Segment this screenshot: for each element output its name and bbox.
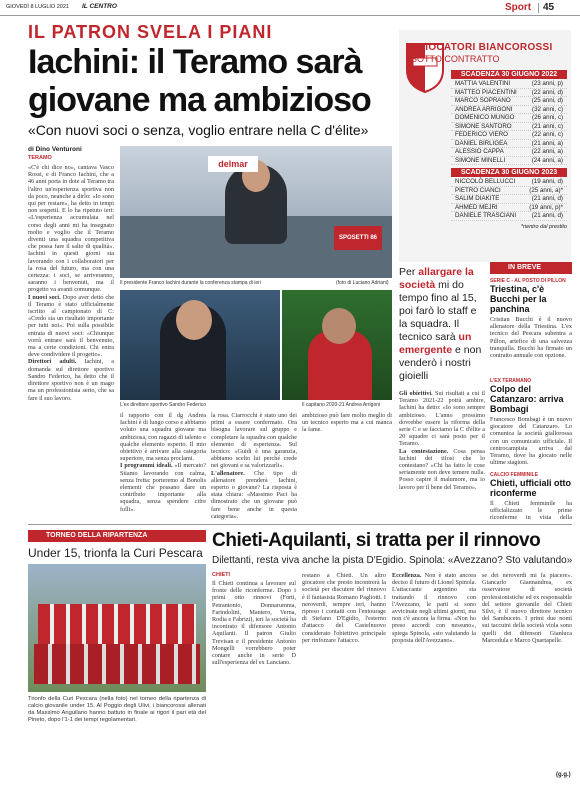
article-paragraph: Che tipo di allenatore prenderà Iachini, esperto o giovane? La risposta è stata chiara: «Massimo Paci ha dimostrato che un giovane può fare bene anche in questa categoria». [211, 469, 297, 520]
youth-headline: Under 15, trionfa la Curi Pescara [28, 546, 203, 560]
player-row [451, 114, 567, 123]
chieti-subhead: Dilettanti, resta viva anche la pista D'Egidio. Spinola: «Avezzano? Sto valutando» [212, 555, 573, 566]
photo-caption: L'ex direttore sportivo Sandro Federico [120, 402, 206, 408]
article-subheading: Eccellenza. [392, 572, 422, 579]
group1-list [451, 80, 567, 165]
divider [538, 3, 539, 13]
news-headline: Triestina, c'è Bucchi per la panchina [490, 284, 547, 314]
player-name: FEDERICO VIERO [455, 131, 508, 138]
player-name: ANDREA ARRIGONI [455, 105, 513, 113]
article-paragraph: «C'è chi dice no», cantava Vasco Rossi, e di Franco Iachini, che a 46 anni porta in dote al Teramo tra l'altro un'esperienza sportiva non da poco, neanche a dirlo: «Io sono qui per restare», ha detto in tempi non sospetti. E lo ha ripetuto ieri: «L'esperienza accumulata nel corso degli anni mi ha insegnato molto e voglio che il Teramo diventi una squadra competitiva che possa fare il salto di qualità». Iachini in questi giorni sta lavorando con i collaboratori per la rosa del futuro, ma con una certezza: i soci, se arriveranno, saranno i benvenuti, ma il progetto va avanti comunque. [28, 164, 114, 294]
chieti-column-4: se dei neroverdi mi fa piacere». Giancarlo Giannandrea, ex osservatore di società professionistiche ed ex responsabile del settore giovanile del Chieti Silvi, è il nuovo direttore tecnico del Sambuceto. I primi due nomi sui taccuini della società viola sono quelli dei difensori Gianluca Marcedula e Marco Quartapelle. [482, 572, 572, 644]
player-name: MATTIA VALENTINI [455, 80, 511, 87]
player-row [451, 204, 567, 213]
player-name: AHMED MEJRI [455, 203, 498, 211]
photo-caption: Il capitano 2020-21 Andrea Arrigoni [302, 402, 381, 408]
player-age: (32 anni, c) [532, 105, 563, 113]
players-box-subtitle: SOTTO CONTRATTO [411, 54, 500, 64]
player-row [451, 89, 567, 98]
player-row [451, 157, 567, 166]
article-subheading: I programmi ideali. [120, 462, 173, 470]
group2-list [451, 178, 567, 221]
player-row [451, 140, 567, 149]
players-box-title: I GIOCATORI BIANCOROSSI [411, 42, 553, 53]
divider [28, 524, 572, 525]
loan-note: *rientro dal prestito [520, 224, 567, 230]
player-age: (22 anni, a) [531, 148, 563, 155]
player-age: (21 anni, d) [531, 195, 563, 202]
player-age: (19 anni, p)* [529, 203, 563, 211]
in-breve-title: IN BREVE [508, 264, 542, 271]
player-age: (22 anni, c) [532, 131, 563, 138]
player-row [451, 187, 567, 196]
quote-text: Per [399, 266, 419, 278]
article-paragraph: il rapporto con il dg Andrea Iachini è di lungo corso e abbiamo voluto una squadra giovane ma ambiziosa, con ragazzi di talento e qualche elemento esperto. Il mio obiettivo è arrivare alla categoria superiore, ma senza proclami. [120, 412, 206, 463]
player-age: (21 anni, d) [531, 212, 563, 219]
byline: di Dino Venturoni [28, 146, 82, 153]
quote-text: e non venderò i nostri gioielli [399, 344, 482, 382]
article-paragraph: la rosa. Ciarrocchi è stato uno dei primi a essere confermato. Ora bisogna lavorare sul gruppo e completare la squadra con qualche elemento di esperienza. Sul tecnico: «Guidi è una garanzia, abbiamo scelto lui perché crede nei giovani e sa valorizzarli». [211, 412, 297, 470]
player-name: MATTEO PIACENTINI [455, 88, 517, 96]
photo-credit: (foto di Luciano Adriani) [336, 280, 389, 286]
player-age: (23 anni, p) [531, 80, 563, 87]
page-number: 45 [543, 2, 555, 13]
chieti-headline: Chieti-Aquilanti, si tratta per il rinnovo [212, 530, 541, 551]
news-headline: Colpo del Catanzaro: arriva Bombagi [490, 384, 564, 414]
paper-name: IL CENTRO [82, 3, 117, 10]
sponsor-sign: SPOSETTI 86 [334, 226, 382, 250]
article-paragraph: ambizioso può fare molto meglio di un tecnico esperto ma a cui manca la fame. [302, 412, 392, 434]
player-row [451, 106, 567, 115]
news-kicker: L'EX TERAMANO [490, 378, 532, 384]
player-name: PIETRO CIANCI [455, 186, 501, 194]
pull-quote [399, 266, 485, 386]
player-row [451, 148, 567, 157]
dateline: CHIETI [212, 572, 231, 578]
article-subheading: Direttori adulti. [28, 358, 77, 366]
article-subheading: Gli obiettivi. [399, 390, 433, 397]
player-age: (24 anni, a) [531, 156, 563, 164]
main-subhead: «Con nuovi soci o senza, voglio entrare nella C d'élite» [28, 122, 369, 138]
player-name: ALESSIO CAPPA [455, 148, 504, 155]
team-row-back [38, 604, 196, 644]
player-row [451, 80, 567, 89]
player-age: (22 anni, d) [531, 88, 563, 96]
player-age: (21 anni, c) [532, 122, 563, 130]
player-age: (25 anni, d) [531, 97, 563, 104]
youth-caption: Trionfo della Curi Pescara (nella foto) nel torneo della ripartenza di calcio giovanile under 15. Al Poggio degli Ulivi, i biancorossi allenati da Massimo Anguilano hanno battuto in finale ai rigori il pari età del Pineto, dopo l'1-1 dei tempi regolamentari. [28, 696, 206, 723]
chieti-column-1: Il Chieti continua a lavorare sul fronte delle riconferme. Dopo i primi otto rinnovi (Forti, Petrantonio, Donnarumma, Farindolini, Mantero, Verna, Rodia e Fabrizi), ieri la società ha incontrato il difensore Antonio Aquilanti. Il patron Giulio Trevisan e il presidente Antonio Mongelli vorrebbero poter contare anche in serie D sull'esperienza del ex Lanciano. [212, 580, 296, 667]
signature: (g.g.) [556, 772, 571, 778]
article-column-2 [120, 412, 206, 522]
player-name: SIMONE SANTORO [455, 122, 512, 130]
youth-bar [28, 530, 206, 542]
photo-caption: Il presidente Franco Iachini durante la conferenza stampa di ieri [120, 280, 261, 286]
news-body: Francesco Bombagi è un nuovo giocatore del Catanzaro. Lo comunica la società giallorossa con un comunicato ufficiale. Il centrocampista arriva dal Teramo, dove ha giocato nelle ultime stagioni. [490, 416, 572, 466]
person-head [176, 300, 212, 340]
players-box [399, 30, 571, 262]
issue-date: GIOVEDÌ 8 LUGLIO 2021 [6, 4, 69, 10]
player-name: DANIELE TRASCIANI [455, 212, 517, 219]
main-kicker: IL PATRON SVELA I PIANI [28, 22, 273, 42]
player-age: (19 anni, d) [531, 178, 563, 185]
article-subheading: La contestazione. [399, 447, 449, 455]
dateline: TERAMO [28, 155, 52, 161]
youth-bar-label: TORNEO DELLA RIPARTENZA [46, 532, 148, 539]
article-subheading: I nuovi soci. [28, 293, 61, 301]
news-body: Cristian Bucchi è il nuovo allenatore della Triestina. L'ex tecnico del Pescara subentra a Pillon, artefice di una salvezza tranquilla. Bucchi ha firmato un contratto annuale con opzione. [490, 316, 572, 360]
team-photo [28, 564, 206, 692]
article-paragraph: Dopo aver detto che il Teramo è stato ufficialmente iscritto al campionato di C: «Credo sia un risultato importante per tutti noi». Poi sulla possibile entrata di nuovi soci: «Chiunque vorrà entrare sarà il benvenuto, ma a certe condizioni. Chi entra deve condividere il progetto». [28, 293, 114, 359]
quote-text: mi do tempo fino al 15, poi farò lo staff e la squadra. Il tecnico sarà [399, 279, 477, 343]
article-paragraph: Sui risultati a cui il Teramo 2021-22 potrà ambire, Iachini ha detto: «Io sono sempre ambizioso. L'anno prossimo dovrebbe essere la riforma della serie C e se facciamo la C d'élite a 20 squadre ci sarà posto per il Teramo. [399, 390, 485, 448]
main-headline-line2: giovane ma ambizioso [28, 81, 371, 119]
group1-head: SCADENZA 30 GIUGNO 2022 [451, 70, 567, 79]
quote-highlight: un emergente [399, 331, 472, 356]
main-headline-line1: Iachini: il Teramo sarà [28, 43, 362, 81]
player-row [451, 123, 567, 132]
team-row-front [34, 644, 200, 684]
article-column-1 [28, 164, 114, 522]
article-subheading: L'allenatore. [211, 469, 245, 477]
article-paragraph: Iachini, a domanda sul direttore sportivo Sandro Federico, ha detto che il direttore sportivo non è un mago ma un professionista serio, che sa fare il suo lavoro. [28, 358, 114, 402]
news-body: Il Chieti femminile ha ufficializzato le prime riconferme in vista della [490, 500, 572, 522]
article-column-5 [399, 390, 485, 522]
player-name: SIMONE MINELLI [455, 156, 506, 164]
in-breve-list [490, 278, 572, 522]
player-age: (21 anni, a) [531, 139, 563, 147]
article-paragraph: Cosa pensa Iachini dei tifosi che lo contestano? «Chi ha fatto le cose seriamente non deve temere nulla. Posso capire il malumore, ma io lavoro per il bene del Teramo». [399, 447, 485, 491]
player-row [451, 195, 567, 204]
sponsor-logo: delmar [208, 156, 258, 172]
player-name: MARCO SOPRANO [455, 97, 511, 104]
article-column-3 [211, 412, 297, 522]
federico-photo [120, 290, 280, 400]
player-row [451, 212, 567, 221]
news-kicker: SERIE C - AL POSTO DI PILLON [490, 278, 566, 284]
player-row [451, 97, 567, 106]
article-paragraph: Non è stato ancora deciso il futuro di Lionel Spinola. L'attaccante argentino sta trattando il rinnovo con l'Avezzano, le parti si sono avvicinate negli ultimi giorni, ma non c'è ancora la firma. «Non ho preso accordi con nessuno», spiega Spinola, «sto valutando la proposta dell'Avezzano». [392, 572, 476, 644]
quote-highlight: allargare la società [399, 266, 474, 291]
player-name: DANIEL BIRLIGEA [455, 139, 508, 147]
arrow-icon [492, 266, 502, 271]
player-row [451, 131, 567, 140]
article-column-4 [302, 412, 392, 522]
player-age: (25 anni, a)* [529, 186, 563, 194]
press-conference-photo [120, 146, 392, 278]
section-label: Sport [505, 2, 532, 13]
arrigoni-photo [282, 290, 392, 400]
news-headline: Chieti, ufficiali otto riconferme [490, 478, 571, 498]
top-bar [0, 0, 580, 16]
player-name: NICCOLÒ BELLUCCI [455, 178, 516, 185]
chieti-column-3 [392, 572, 476, 776]
player-age: (26 anni, c) [532, 114, 563, 121]
in-breve-bar [490, 262, 572, 274]
chieti-column-2: restano a Chieti. Un altro giocatore che presto incontrerà la società per discutere del rinnovo è il fantasista Romano Pagliotti. I neroverdi, sempre ieri, hanno ripreso i contatti con l'entourage di Stefano D'Egidio, l'esterno d'attacco del Castelnuovo considerato l'obiettivo principale per rinforzare l'attacco. [302, 572, 386, 644]
arrow-icon [31, 534, 41, 539]
news-kicker: CALCIO FEMMINILE [490, 472, 539, 478]
person-head [322, 308, 356, 344]
article-paragraph: «Il mercato? Stiamo lavorando con calma, senza fretta: porteremo al Bonolis elementi che possano dare un contributo importante alla squadra, senza spendere cifre folli». [120, 462, 206, 513]
player-row [451, 178, 567, 187]
player-name: SALIM DIAKITE [455, 195, 500, 202]
player-name: DOMENICO MUNGO [455, 114, 515, 121]
group2-head: SCADENZA 30 GIUGNO 2023 [451, 168, 567, 177]
